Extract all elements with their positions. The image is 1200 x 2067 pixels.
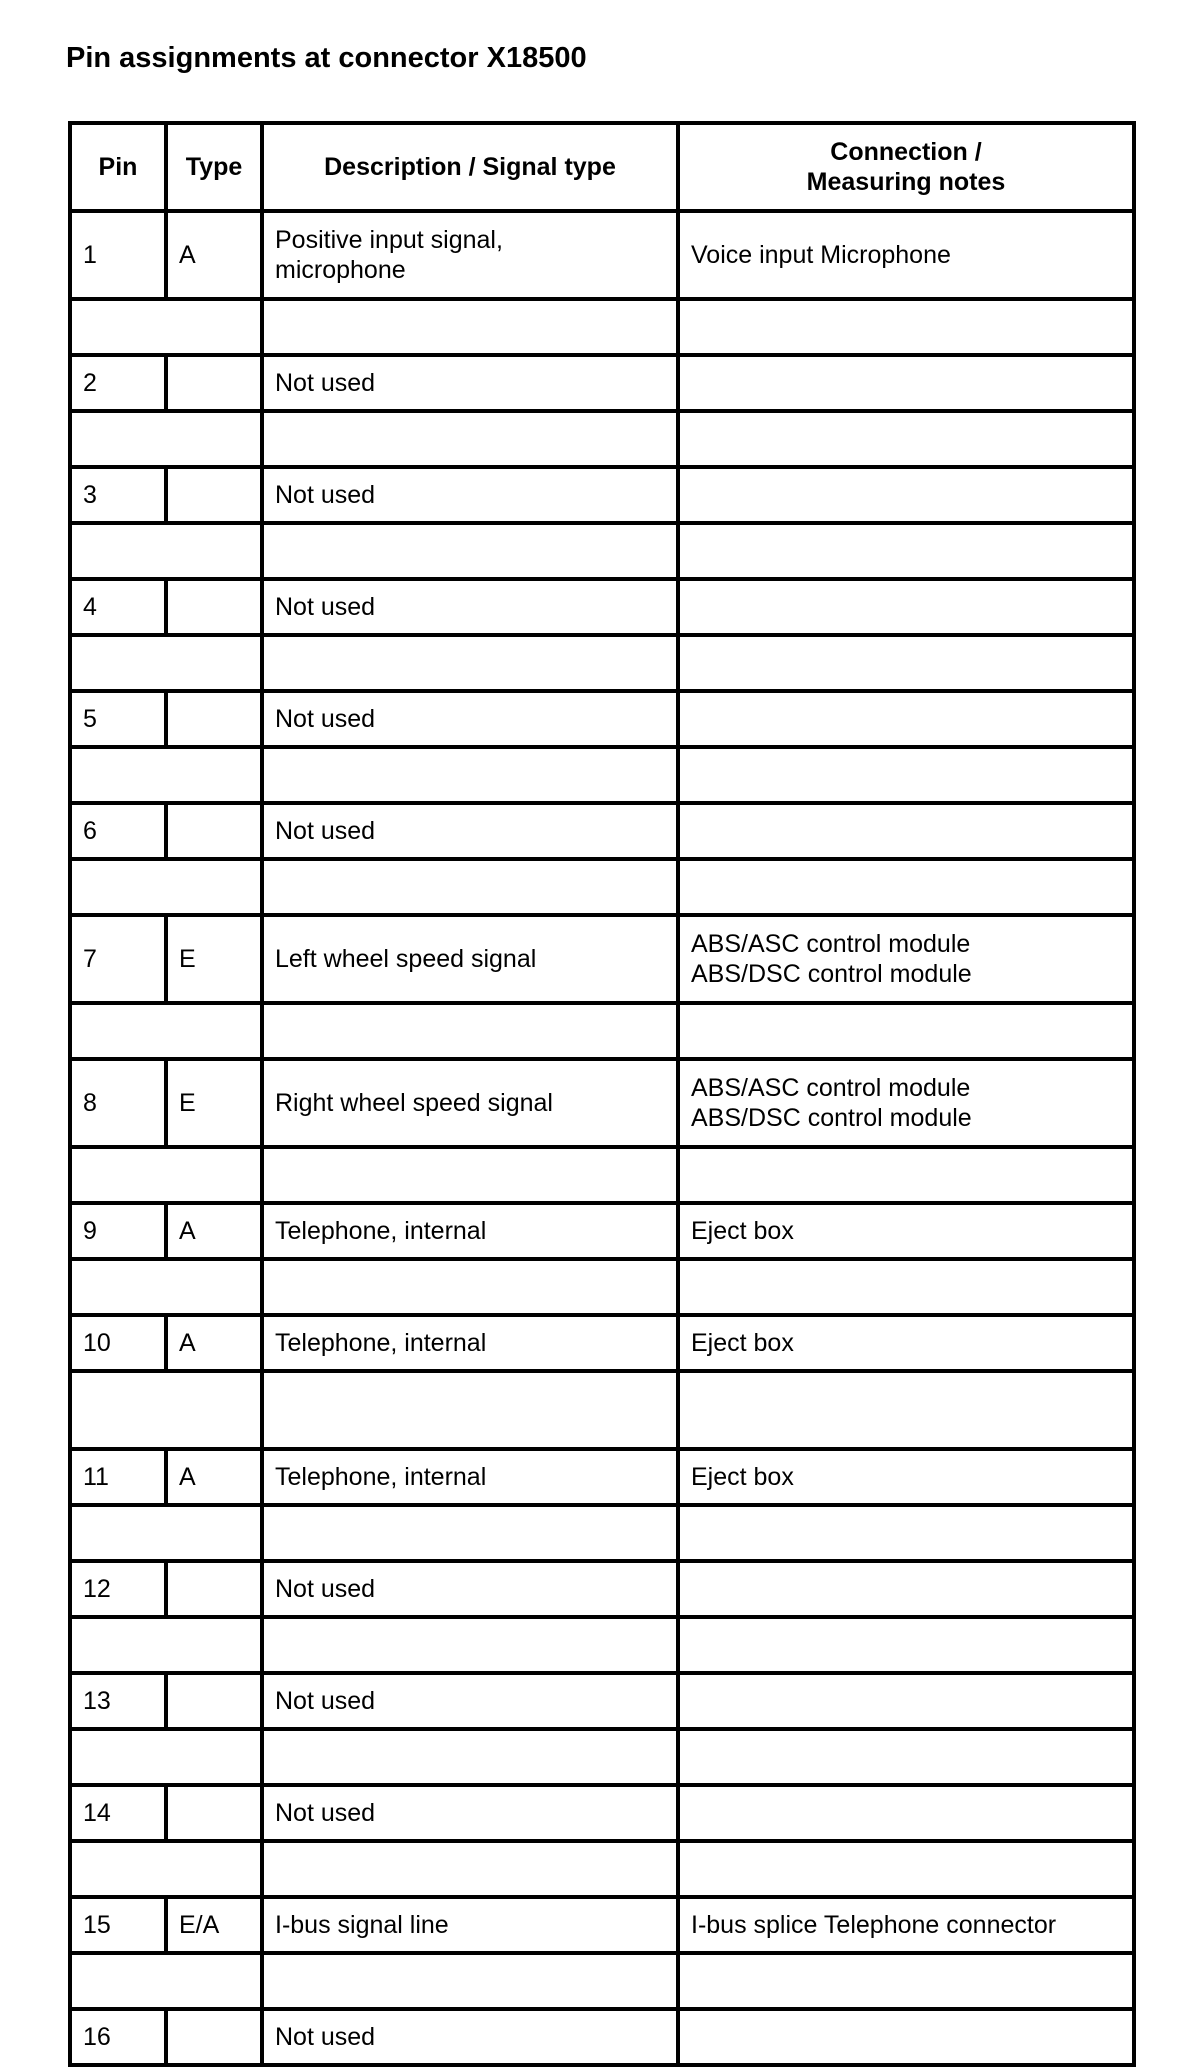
type-cell	[166, 1673, 262, 1729]
spacer-cell	[70, 859, 262, 915]
spacer-cell	[678, 1371, 1134, 1449]
connection-cell	[678, 1561, 1134, 1617]
description-cell: Left wheel speed signal	[262, 915, 678, 1003]
spacer-cell	[262, 1729, 678, 1785]
spacer-cell	[70, 411, 262, 467]
description-cell: Telephone, internal	[262, 1315, 678, 1371]
spacer-cell	[262, 859, 678, 915]
spacer-row	[70, 1841, 1134, 1897]
connection-cell	[678, 467, 1134, 523]
spacer-cell	[262, 635, 678, 691]
table-row	[70, 211, 1134, 299]
pin-cell: 5	[70, 691, 166, 747]
connection-cell	[678, 691, 1134, 747]
pin-cell: 14	[70, 1785, 166, 1841]
spacer-cell	[262, 523, 678, 579]
description-cell: Right wheel speed signal	[262, 1059, 678, 1147]
type-cell	[166, 691, 262, 747]
spacer-cell	[70, 1147, 262, 1203]
connection-cell	[678, 803, 1134, 859]
description-cell: Positive input signal, microphone	[262, 211, 678, 299]
table-row	[70, 579, 1134, 635]
spacer-cell	[678, 1841, 1134, 1897]
type-cell: E	[166, 1059, 262, 1147]
page-title: Pin assignments at connector X18500	[66, 42, 587, 74]
connection-cell: I-bus splice Telephone connector	[678, 1897, 1134, 1953]
type-cell: A	[166, 211, 262, 299]
spacer-cell	[262, 1617, 678, 1673]
spacer-cell	[70, 1617, 262, 1673]
type-cell: A	[166, 1315, 262, 1371]
spacer-cell	[70, 299, 262, 355]
table-row	[70, 467, 1134, 523]
spacer-cell	[678, 1003, 1134, 1059]
spacer-row	[70, 1505, 1134, 1561]
table-row	[70, 1315, 1134, 1371]
type-cell	[166, 1785, 262, 1841]
description-cell: Telephone, internal	[262, 1203, 678, 1259]
pin-cell: 6	[70, 803, 166, 859]
pin-cell: 1	[70, 211, 166, 299]
spacer-row	[70, 1259, 1134, 1315]
spacer-cell	[262, 1259, 678, 1315]
spacer-cell	[678, 1505, 1134, 1561]
connection-cell: Voice input Microphone	[678, 211, 1134, 299]
spacer-cell	[262, 747, 678, 803]
spacer-row	[70, 299, 1134, 355]
type-cell: E	[166, 915, 262, 1003]
table-row	[70, 1673, 1134, 1729]
type-cell	[166, 2009, 262, 2065]
table-row	[70, 1059, 1134, 1147]
spacer-row	[70, 1729, 1134, 1785]
spacer-row	[70, 1617, 1134, 1673]
pin-cell: 10	[70, 1315, 166, 1371]
table-row	[70, 355, 1134, 411]
column-header-connection: Connection / Measuring notes	[678, 123, 1134, 211]
spacer-cell	[70, 747, 262, 803]
spacer-row	[70, 1003, 1134, 1059]
pin-cell: 16	[70, 2009, 166, 2065]
connection-cell: Eject box	[678, 1203, 1134, 1259]
connection-cell	[678, 579, 1134, 635]
spacer-row	[70, 411, 1134, 467]
connection-cell	[678, 1673, 1134, 1729]
connection-cell	[678, 1785, 1134, 1841]
spacer-cell	[70, 1505, 262, 1561]
type-cell	[166, 1561, 262, 1617]
spacer-cell	[262, 1841, 678, 1897]
spacer-cell	[678, 1617, 1134, 1673]
spacer-cell	[678, 859, 1134, 915]
table-row	[70, 1897, 1134, 1953]
table-row	[70, 1561, 1134, 1617]
table-row	[70, 1203, 1134, 1259]
column-header-type: Type	[166, 123, 262, 211]
table-header-row	[70, 123, 1134, 211]
spacer-row	[70, 747, 1134, 803]
pin-cell: 8	[70, 1059, 166, 1147]
type-cell	[166, 803, 262, 859]
type-cell: E/A	[166, 1897, 262, 1953]
pin-cell: 3	[70, 467, 166, 523]
spacer-cell	[678, 635, 1134, 691]
spacer-cell	[678, 747, 1134, 803]
spacer-cell	[678, 1953, 1134, 2009]
spacer-cell	[262, 1505, 678, 1561]
spacer-row	[70, 859, 1134, 915]
pin-cell: 9	[70, 1203, 166, 1259]
description-cell: Not used	[262, 691, 678, 747]
description-cell: Not used	[262, 579, 678, 635]
spacer-cell	[262, 1003, 678, 1059]
type-cell: A	[166, 1203, 262, 1259]
spacer-cell	[262, 299, 678, 355]
table-row	[70, 1449, 1134, 1505]
spacer-row	[70, 1147, 1134, 1203]
description-cell: Not used	[262, 803, 678, 859]
spacer-cell	[678, 1729, 1134, 1785]
description-cell: Not used	[262, 355, 678, 411]
description-cell: Not used	[262, 1785, 678, 1841]
pin-assignment-table	[68, 121, 1136, 2067]
description-cell: Telephone, internal	[262, 1449, 678, 1505]
spacer-cell	[678, 1259, 1134, 1315]
connection-cell: ABS/ASC control module ABS/DSC control module	[678, 1059, 1134, 1147]
spacer-cell	[70, 523, 262, 579]
pin-cell: 2	[70, 355, 166, 411]
spacer-cell	[70, 1841, 262, 1897]
spacer-row	[70, 1371, 1134, 1449]
spacer-cell	[678, 411, 1134, 467]
spacer-cell	[70, 1953, 262, 2009]
spacer-cell	[262, 1147, 678, 1203]
table-row	[70, 2009, 1134, 2065]
connection-cell: Eject box	[678, 1449, 1134, 1505]
connection-cell	[678, 355, 1134, 411]
spacer-cell	[262, 1371, 678, 1449]
spacer-cell	[678, 523, 1134, 579]
spacer-cell	[70, 635, 262, 691]
spacer-cell	[70, 1729, 262, 1785]
description-cell: Not used	[262, 1561, 678, 1617]
connection-cell: Eject box	[678, 1315, 1134, 1371]
spacer-cell	[70, 1003, 262, 1059]
table-row	[70, 691, 1134, 747]
table-row	[70, 915, 1134, 1003]
spacer-cell	[70, 1371, 262, 1449]
table-body	[70, 211, 1134, 2065]
pin-cell: 12	[70, 1561, 166, 1617]
pin-cell: 11	[70, 1449, 166, 1505]
column-header-description: Description / Signal type	[262, 123, 678, 211]
spacer-row	[70, 635, 1134, 691]
pin-cell: 4	[70, 579, 166, 635]
type-cell	[166, 355, 262, 411]
table-row	[70, 803, 1134, 859]
type-cell	[166, 467, 262, 523]
spacer-cell	[678, 299, 1134, 355]
description-cell: I-bus signal line	[262, 1897, 678, 1953]
spacer-cell	[678, 1147, 1134, 1203]
description-cell: Not used	[262, 467, 678, 523]
table-row	[70, 1785, 1134, 1841]
pin-cell: 7	[70, 915, 166, 1003]
connection-cell: ABS/ASC control module ABS/DSC control module	[678, 915, 1134, 1003]
spacer-cell	[70, 1259, 262, 1315]
description-cell: Not used	[262, 2009, 678, 2065]
spacer-cell	[262, 1953, 678, 2009]
spacer-row	[70, 523, 1134, 579]
pin-cell: 15	[70, 1897, 166, 1953]
type-cell	[166, 579, 262, 635]
column-header-pin: Pin	[70, 123, 166, 211]
description-cell: Not used	[262, 1673, 678, 1729]
pin-cell: 13	[70, 1673, 166, 1729]
spacer-row	[70, 1953, 1134, 2009]
type-cell: A	[166, 1449, 262, 1505]
connection-cell	[678, 2009, 1134, 2065]
spacer-cell	[262, 411, 678, 467]
